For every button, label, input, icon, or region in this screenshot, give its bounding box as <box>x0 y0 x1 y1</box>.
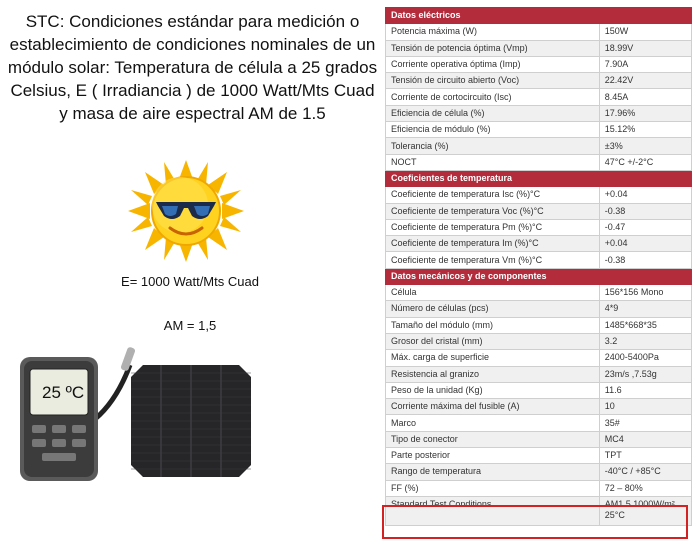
air-mass-label: AM = 1,5 <box>163 318 217 333</box>
spec-value: ±3% <box>599 138 691 154</box>
spec-value: 18.99V <box>599 40 691 56</box>
section-title: Datos mecánicos y de componentes <box>386 268 692 284</box>
spec-value: 15.12% <box>599 122 691 138</box>
spec-value: 150W <box>599 24 691 40</box>
spec-label: Coeficiente de temperatura Pm (%)°C <box>386 219 600 235</box>
spec-label: Eficiencia de módulo (%) <box>386 122 600 138</box>
spec-label: Standard Test Conditions <box>386 496 600 525</box>
spec-value: 17.96% <box>599 105 691 121</box>
stc-description: STC: Condiciones estándar para medición o establecimiento de condiciones nominales de un módulo solar: Temperatura de célula a 25 grados Celsius, E ( Irradiancia ) de 1000 Watt/Mts Cuad y masa de aire espectral AM de 1.5 <box>7 12 378 123</box>
solar-cell-icon <box>131 365 251 477</box>
table-row <box>386 333 692 349</box>
table-row <box>386 203 692 219</box>
specifications-table <box>385 7 692 526</box>
table-row <box>386 154 692 170</box>
spec-label: Coeficiente de temperatura Voc (%)°C <box>386 203 600 219</box>
spec-value: 35# <box>599 415 691 431</box>
section-title: Datos eléctricos <box>386 8 692 24</box>
table-row <box>386 236 692 252</box>
spec-value: +0.04 <box>599 187 691 203</box>
spec-label: Tamaño del módulo (mm) <box>386 317 600 333</box>
table-row <box>386 350 692 366</box>
table-row <box>386 431 692 447</box>
spec-value: 7.90A <box>599 56 691 72</box>
table-row <box>386 89 692 105</box>
spec-value: MC4 <box>599 431 691 447</box>
table-row <box>386 285 692 301</box>
spec-label: Eficiencia de célula (%) <box>386 105 600 121</box>
spec-value: 1485*668*35 <box>599 317 691 333</box>
spec-value: 11.6 <box>599 382 691 398</box>
spec-value: 22.42V <box>599 73 691 89</box>
spec-label: Coeficiente de temperatura Isc (%)°C <box>386 187 600 203</box>
spec-label: Célula <box>386 285 600 301</box>
table-row <box>386 448 692 464</box>
meter-reading: 25 ºC <box>42 383 85 402</box>
spec-value: -0.38 <box>599 252 691 268</box>
section-header-temperature <box>386 170 692 186</box>
spec-label: FF (%) <box>386 480 600 496</box>
table-row <box>386 122 692 138</box>
spec-value: +0.04 <box>599 236 691 252</box>
spec-label: Corriente de cortocircuito (Isc) <box>386 89 600 105</box>
spec-label: Tolerancia (%) <box>386 138 600 154</box>
spec-label: Máx. carga de superficie <box>386 350 600 366</box>
spec-label: Número de células (pcs) <box>386 301 600 317</box>
irradiance-label: E= 1000 Watt/Mts Cuad <box>121 274 259 289</box>
table-row <box>386 40 692 56</box>
spec-label: Tipo de conector <box>386 431 600 447</box>
spec-value: 72 – 80% <box>599 480 691 496</box>
spec-value: TPT <box>599 448 691 464</box>
spec-value: 156*156 Mono <box>599 285 691 301</box>
standard-test-conditions-highlight <box>382 505 688 539</box>
spec-table-container <box>385 7 692 526</box>
spec-label: Parte posterior <box>386 448 600 464</box>
spec-value: 8.45A <box>599 89 691 105</box>
spec-value: 2400-5400Pa <box>599 350 691 366</box>
spec-value: 23m/s ,7.53g <box>599 366 691 382</box>
spec-value: -0.38 <box>599 203 691 219</box>
spec-label: Peso de la unidad (Kg) <box>386 382 600 398</box>
table-row <box>386 301 692 317</box>
table-row <box>386 480 692 496</box>
spec-label: NOCT <box>386 154 600 170</box>
spec-label: Corriente operativa óptima (Imp) <box>386 56 600 72</box>
table-row <box>386 187 692 203</box>
section-header-electrical <box>386 8 692 24</box>
spec-label: Tensión de potencia óptima (Vmp) <box>386 40 600 56</box>
spec-label: Corriente máxima del fusible (A) <box>386 399 600 415</box>
spec-value: AM1.5 1000W/m² 25°C <box>599 496 691 525</box>
spec-label: Coeficiente de temperatura Im (%)°C <box>386 236 600 252</box>
spec-value: 4*9 <box>599 301 691 317</box>
spec-label: Resistencia al granizo <box>386 366 600 382</box>
spec-value: -0.47 <box>599 219 691 235</box>
table-row <box>386 73 692 89</box>
table-row <box>386 56 692 72</box>
table-row <box>386 105 692 121</box>
table-row <box>386 24 692 40</box>
table-row <box>386 138 692 154</box>
table-row <box>386 317 692 333</box>
section-header-mechanical <box>386 268 692 284</box>
spec-value: 47°C +/-2°C <box>599 154 691 170</box>
spec-label: Coeficiente de temperatura Vm (%)°C <box>386 252 600 268</box>
table-row <box>386 464 692 480</box>
spec-value: 10 <box>599 399 691 415</box>
section-title: Coeficientes de temperatura <box>386 170 692 186</box>
spec-value: -40°C / +85°C <box>599 464 691 480</box>
spec-label: Rango de temperatura <box>386 464 600 480</box>
table-row <box>386 252 692 268</box>
table-row <box>386 366 692 382</box>
spec-label: Tensión de circuito abierto (Voc) <box>386 73 600 89</box>
spec-value: 3.2 <box>599 333 691 349</box>
table-row <box>386 399 692 415</box>
sun-with-sunglasses-icon <box>128 160 244 262</box>
table-row <box>386 219 692 235</box>
spec-label: Grosor del cristal (mm) <box>386 333 600 349</box>
spec-label: Marco <box>386 415 600 431</box>
table-row <box>386 415 692 431</box>
table-row <box>386 382 692 398</box>
spec-label: Potencia máxima (W) <box>386 24 600 40</box>
